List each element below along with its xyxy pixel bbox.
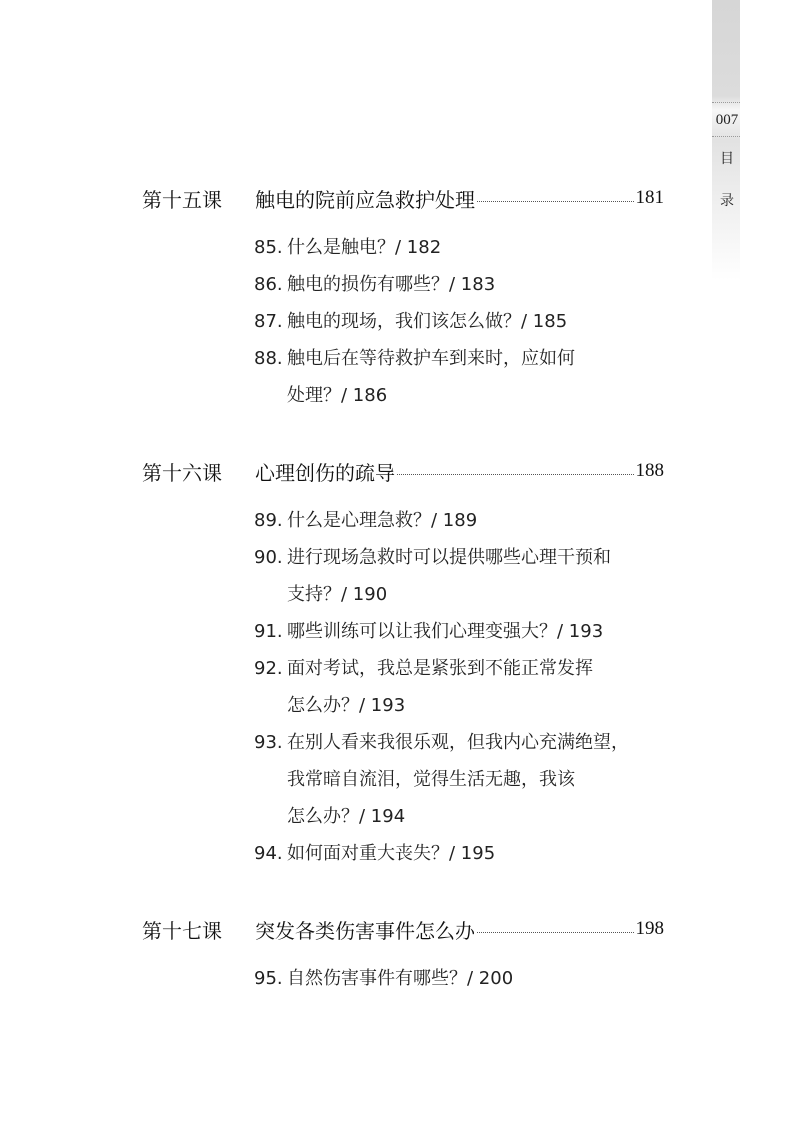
chapter-title: 心理创伤的疏导	[255, 460, 395, 485]
item-text: 进行现场急救时可以提供哪些心理干预和	[287, 547, 611, 568]
item-text: 如何面对重大丧失？/ 195	[287, 843, 496, 864]
toc-item-85[interactable]	[254, 229, 674, 266]
side-tab	[712, 0, 740, 280]
side-tab-divider	[712, 136, 740, 137]
item-number: 90.	[254, 547, 283, 568]
item-number: 92.	[254, 658, 283, 679]
chapter-page: 181	[635, 187, 664, 208]
side-label-lu: 录	[720, 193, 734, 209]
chapter-title: 突发各类伤害事件怎么办	[255, 918, 475, 943]
item-text-continued: 怎么办？/ 193	[287, 695, 406, 716]
item-text: 触电的损伤有哪些？/ 183	[287, 274, 496, 295]
item-number: 93.	[254, 732, 283, 753]
item-text: 什么是触电？/ 182	[287, 237, 442, 258]
toc-item-87[interactable]	[254, 303, 674, 340]
toc-item-86[interactable]	[254, 266, 674, 303]
dot-leader	[397, 474, 634, 475]
item-number: 88.	[254, 348, 283, 369]
chapter-17-heading[interactable]	[142, 914, 664, 944]
toc-item-90[interactable]	[254, 539, 674, 613]
chapter-16-heading[interactable]	[142, 456, 664, 486]
chapter-page: 188	[635, 460, 664, 481]
toc-item-88[interactable]	[254, 340, 674, 414]
item-text: 什么是心理急救？/ 189	[287, 510, 478, 531]
chapter-title: 触电的院前应急救护处理	[255, 187, 475, 212]
item-number: 94.	[254, 843, 283, 864]
chapter-number: 第十六课	[142, 460, 222, 485]
dot-leader	[477, 201, 634, 202]
chapter-number: 第十七课	[142, 918, 222, 943]
item-number: 89.	[254, 510, 283, 531]
item-text-continued: 怎么办？/ 194	[287, 806, 406, 827]
item-text: 自然伤害事件有哪些？/ 200	[287, 968, 514, 989]
toc-item-93[interactable]	[254, 724, 674, 835]
item-number: 95.	[254, 968, 283, 989]
side-tab-divider	[712, 102, 740, 103]
item-text-continued: 处理？/ 186	[287, 385, 388, 406]
item-number: 87.	[254, 311, 283, 332]
item-number: 86.	[254, 274, 283, 295]
side-label-mu: 目	[720, 151, 734, 167]
chapter-number: 第十五课	[142, 187, 222, 212]
item-text: 在别人看来我很乐观，但我内心充满绝望，	[287, 732, 629, 753]
item-text-continued: 支持？/ 190	[287, 584, 388, 605]
chapter-15-heading[interactable]	[142, 183, 664, 213]
toc-item-95[interactable]	[254, 960, 674, 997]
item-text: 面对考试，我总是紧张到不能正常发挥	[287, 658, 593, 679]
dot-leader	[477, 932, 634, 933]
item-text: 触电后在等待救护车到来时，应如何	[287, 348, 575, 369]
toc-item-91[interactable]	[254, 613, 674, 650]
item-text-continued: 我常暗自流泪，觉得生活无趣，我该	[287, 769, 575, 790]
toc-item-89[interactable]	[254, 502, 674, 539]
item-number: 91.	[254, 621, 283, 642]
item-text: 触电的现场，我们该怎么做？/ 185	[287, 311, 568, 332]
chapter-page: 198	[635, 918, 664, 939]
page-number: 007	[715, 112, 739, 128]
toc-item-94[interactable]	[254, 835, 674, 872]
item-number: 85.	[254, 237, 283, 258]
item-text: 哪些训练可以让我们心理变强大？/ 193	[287, 621, 604, 642]
toc-item-92[interactable]	[254, 650, 674, 724]
